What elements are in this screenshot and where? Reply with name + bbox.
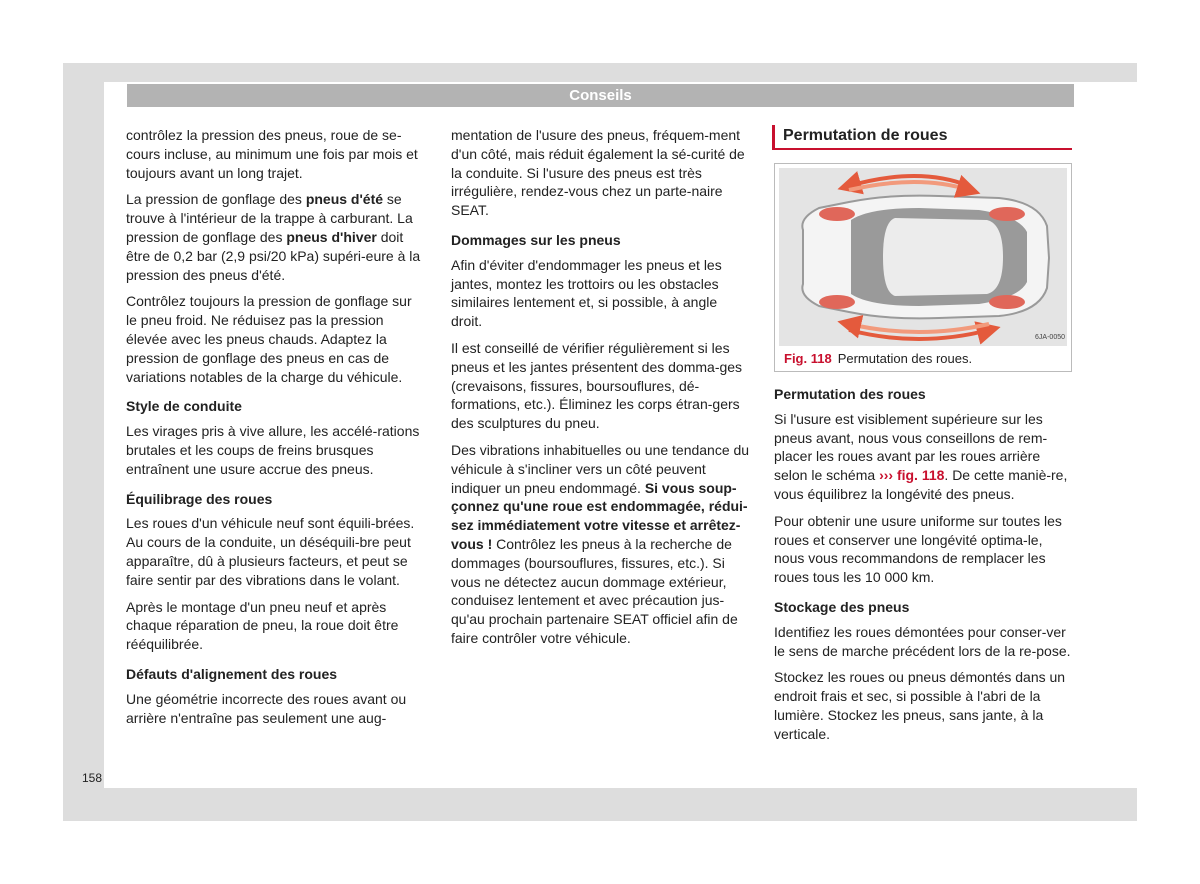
paragraph: Les virages pris à vive allure, les accélé-rations brutales et les coups de freins brusques entraînent une usure accrue des pneus. bbox=[126, 423, 420, 477]
column-1 bbox=[126, 126, 426, 735]
paragraph: La pression de gonflage des pneus d'été se trouve à l'intérieur de la trappe à carburant. La pression de gonflage des pneus d'hiver doit être de 0,2 bar (2,9 psi/20 kPa) supéri-eure à la pression des pneus d'été. bbox=[126, 191, 421, 283]
figure-number: Fig. 118 bbox=[784, 351, 832, 366]
subheading-style-conduite: Style de conduite bbox=[126, 398, 242, 415]
subheading-defauts-alignement: Défauts d'alignement des roues bbox=[126, 665, 338, 682]
paragraph: Les roues d'un véhicule neuf sont équili-brées. Au cours de la conduite, un déséquili-bre peut apparaître, dû à plusieurs facteurs, et peut se faire sentir par des vibrations dans le volant. bbox=[126, 515, 415, 588]
paragraph: Contrôlez toujours la pression de gonflage sur le pneu froid. Ne réduisez pas la pression élevée avec les pneus chauds. Adaptez la pression de gonflage des pneus en cas de variations notables de la charge du véhicule. bbox=[126, 293, 412, 385]
paragraph: Pour obtenir une usure uniforme sur toutes les roues et conserver une longévité optima-le, nous vous recommandons de remplacer les roues tous les 10 000 km. bbox=[774, 512, 1062, 586]
figure-caption-text: Permutation des roues. bbox=[837, 351, 973, 366]
paragraph: contrôlez la pression des pneus, roue de se-cours incluse, au minimum une fois par mois et toujours avant un long trajet. bbox=[126, 127, 418, 181]
subheading-dommages: Dommages sur les pneus bbox=[451, 231, 621, 248]
paragraph: Il est conseillé de vérifier régulièrement si les pneus et les jantes présentent des domma-ges (crevaisons, fissures, boursouflures, dé-formations, etc.). Éliminez les corps étran-gers des sculptures du pneu. bbox=[451, 339, 743, 432]
car-rotation-diagram bbox=[779, 168, 1067, 346]
page-number: 158 bbox=[82, 771, 103, 785]
paragraph: mentation de l'usure des pneus, fréquem-ment d'un côté, mais réduit également la sé-curité de la conduite. Si l'usure des pneus est très irrégulière, rendez-vous chez un parte-naire SEAT. bbox=[451, 127, 745, 219]
subheading-permutation: Permutation des roues bbox=[774, 386, 926, 402]
paragraph: Afin d'éviter d'endommager les pneus et les jantes, montez les trottoirs ou les obstacles similaires lentement et, si possible, à angle droit. bbox=[451, 256, 722, 330]
figure-118 bbox=[774, 163, 1072, 372]
paragraph: Après le montage d'un pneu neuf et après chaque réparation de pneu, la roue doit être rééquilibrée. bbox=[126, 598, 399, 653]
paragraph: Stockez les roues ou pneus démontés dans un endroit frais et sec, si possible à l'abri de la lumière. Stockez les pneus, sans jante, à la verticale. bbox=[774, 669, 1066, 742]
figure-code: 6JA-0050 bbox=[1035, 334, 1065, 341]
column-3 bbox=[774, 385, 1074, 752]
section-title: Permutation de roues bbox=[772, 125, 1072, 150]
subheading-equilibrage: Équilibrage des roues bbox=[126, 490, 273, 507]
paragraph: Identifiez les roues démontées pour conser-ver le sens de marche précédent lors de la re-pose. bbox=[774, 623, 1071, 659]
figure-link[interactable]: ››› fig. 118 bbox=[879, 467, 945, 484]
car-top-view-icon bbox=[779, 168, 1067, 346]
page-header: Conseils bbox=[127, 84, 1074, 107]
subheading-stockage: Stockage des pneus bbox=[774, 598, 910, 615]
column-2 bbox=[451, 126, 751, 656]
paragraph: Des vibrations inhabituelles ou une tendance du véhicule à s'incliner vers un côté peuvent indiquer un pneu endommagé. Si vous soup-çonnez qu'une roue est endommagée, rédui-sez immédiatement votre vitesse et arrêtez-vous ! Contrôlez les pneus à la recherche de dommages (boursouflures, fissures, etc.). Si vous ne détectez aucun dommage extérieur, conduisez lentement et avec précaution jus-qu'au prochain partenaire SEAT officiel afin de faire contrôler votre véhicule. bbox=[451, 441, 750, 646]
paragraph: Une géométrie incorrecte des roues avant ou arrière n'entraîne pas seulement une aug- bbox=[126, 690, 407, 726]
figure-caption bbox=[784, 351, 972, 367]
paragraph: Si l'usure est visiblement supérieure sur les pneus avant, nous vous conseillons de rem-placer les roues avant par les roues arrière selon le schéma ››› fig. 118. De cette maniè-re, vous équilibrez la longévité des pneus. bbox=[774, 410, 1068, 502]
